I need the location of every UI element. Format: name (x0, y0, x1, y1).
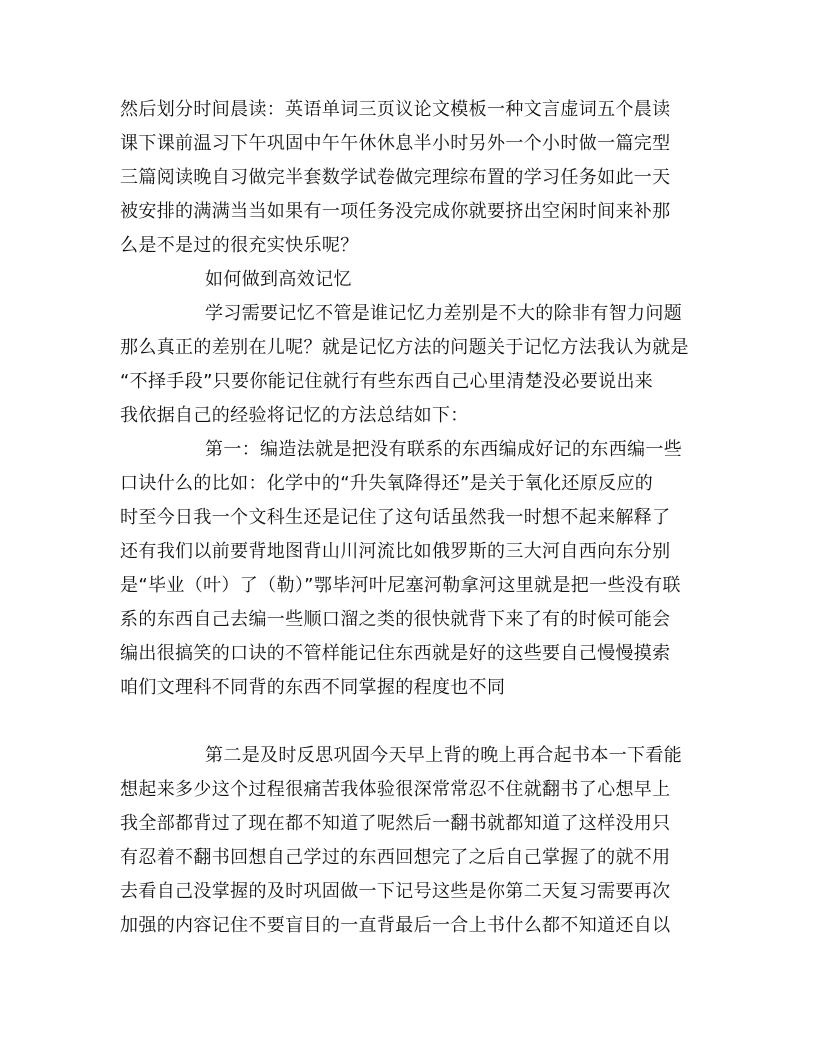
text-line: 有忍着不翻书回想自己学过的东西回想完了之后自己掌握了的就不用 (120, 847, 671, 868)
text-line: 口诀什么的比如：化学中的“升失氧降得还”是关于氧化还原反应的 (120, 473, 654, 494)
paragraph-first-line: 学习需要记忆不管是谁记忆力差别是不大的除非有智力问题 (205, 303, 683, 324)
text-line: 编出很搞笑的口诀的不管样能记住东西就是好的这些要自己慢慢摸索 (120, 643, 671, 664)
text-line: 还有我们以前要背地图背山川河流比如俄罗斯的三大河自西向东分别 (120, 541, 671, 562)
text-line: 是“毕业（叶）了（勒）”鄂毕河叶尼塞河勒拿河这里就是把一些没有联 (120, 575, 681, 596)
text-line: 三篇阅读晚自习做完半套数学试卷做完理综布置的学习任务如此一天 (120, 167, 671, 188)
text-line: 然后划分时间晨读：英语单词三页议论文模板一种文言虚词五个晨读 (120, 99, 671, 120)
text-line: 那么真正的差别在儿呢？就是记忆方法的问题关于记忆方法我认为就是 (120, 337, 689, 358)
text-line: 课下课前温习下午巩固中午午休休息半小时另外一个小时做一篇完型 (120, 133, 671, 154)
text-line: 加强的内容记住不要盲目的一直背最后一合上书什么都不知道还自以 (120, 915, 671, 936)
text-line: “不择手段”只要你能记住就行有些东西自己心里清楚没必要说出来 (120, 371, 654, 392)
text-line: 想起来多少这个过程很痛苦我体验很深常常忍不住就翻书了心想早上 (120, 779, 671, 800)
text-line: 被安排的满满当当如果有一项任务没完成你就要挤出空闲时间来补那 (120, 201, 671, 222)
text-line: 我全部都背过了现在都不知道了呢然后一翻书就都知道了这样没用只 (120, 813, 671, 834)
paragraph-first-line: 第一：编造法就是把没有联系的东西编成好记的东西编一些 (205, 439, 683, 460)
text-line: 我依据自己的经验将记忆的方法总结如下： (120, 405, 469, 426)
text-line: 么是不是过的很充实快乐呢？ (120, 235, 359, 256)
text-line: 咱们文理科不同背的东西不同掌握的程度也不同 (120, 677, 506, 698)
text-line: 去看自己没掌握的及时巩固做一下记号这些是你第二天复习需要再次 (120, 881, 671, 902)
section-heading: 如何做到高效记忆 (205, 269, 352, 290)
paragraph-first-line: 第二是及时反思巩固今天早上背的晚上再合起书本一下看能 (205, 745, 683, 766)
text-line: 系的东西自己去编一些顺口溜之类的很快就背下来了有的时候可能会 (120, 609, 671, 630)
text-line: 时至今日我一个文科生还是记住了这句话虽然我一时想不起来解释了 (120, 507, 671, 528)
